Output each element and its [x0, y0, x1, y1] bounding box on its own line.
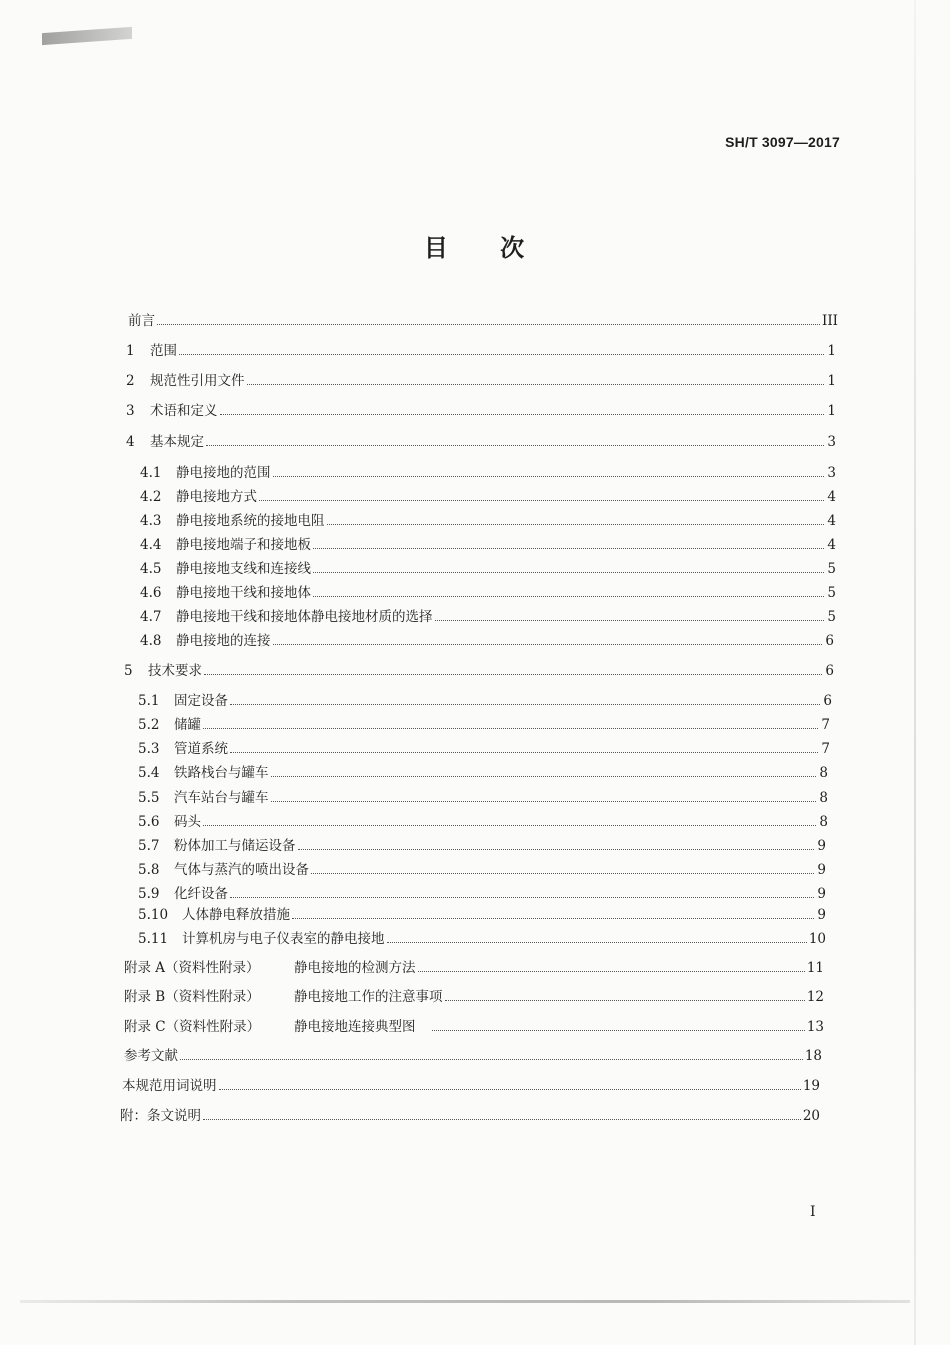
toc-entry-5-3[interactable]: [138, 740, 830, 758]
toc-page: 5: [827, 585, 836, 601]
toc-entry-5-1[interactable]: [138, 692, 832, 710]
toc-number: 5.6: [138, 814, 160, 830]
toc-label: 气体与蒸汽的喷出设备: [174, 862, 309, 878]
toc-number: 4.6: [140, 585, 162, 601]
toc-entry-4-2[interactable]: [140, 488, 836, 506]
toc-leader: [204, 674, 822, 675]
toc-label: 技术要求: [148, 663, 202, 679]
toc-label: 固定设备: [174, 693, 228, 709]
toc-leader: [311, 873, 814, 874]
toc-leader: [230, 897, 814, 898]
toc-page: 3: [827, 434, 836, 450]
toc-entry-4-6[interactable]: [140, 584, 836, 602]
toc-leader: [247, 384, 825, 385]
toc-number: 1: [126, 343, 135, 359]
toc-leader: [219, 1089, 801, 1090]
toc-leader: [203, 1119, 801, 1120]
toc-leader: [259, 500, 824, 501]
toc-label: 静电接地的检测方法: [294, 960, 416, 976]
toc-number: 5.3: [138, 741, 160, 757]
toc-label: 静电接地干线和接地体: [176, 585, 311, 601]
toc-page: 4: [827, 537, 836, 553]
toc-page: 4: [827, 489, 836, 505]
toc-entry-5-5[interactable]: [138, 789, 828, 807]
toc-page: 9: [817, 862, 826, 878]
toc-entry-references[interactable]: [124, 1047, 822, 1065]
toc-number: 5.8: [138, 862, 160, 878]
toc-label: 码头: [174, 814, 201, 830]
toc-page: 7: [821, 717, 830, 733]
toc-number: 4.3: [140, 513, 162, 529]
toc-entry-5-4[interactable]: [138, 764, 828, 782]
toc-leader: [203, 825, 816, 826]
toc-entry-5-8[interactable]: [138, 861, 826, 879]
toc-entry-5-6[interactable]: [138, 813, 828, 831]
toc-leader: [271, 776, 817, 777]
toc-page: 6: [823, 693, 832, 709]
toc-label: 附：条文说明: [120, 1108, 201, 1124]
toc-page: 6: [825, 663, 834, 679]
toc-label: 静电接地干线和接地体静电接地材质的选择: [176, 609, 433, 625]
toc-page: 9: [817, 838, 826, 854]
toc-number: 2: [126, 373, 135, 389]
toc-entry-ch5[interactable]: [124, 662, 834, 680]
toc-page: 9: [817, 886, 826, 902]
toc-leader: [271, 801, 817, 802]
toc-label: 静电接地支线和连接线: [176, 561, 311, 577]
toc-entry-terms[interactable]: [122, 1077, 820, 1095]
toc-number: 5.1: [138, 693, 160, 709]
toc-entry-5-2[interactable]: [138, 716, 830, 734]
toc-leader: [203, 728, 818, 729]
toc-entry-5-11[interactable]: [138, 930, 826, 948]
toc-number: 4.2: [140, 489, 162, 505]
toc-number: 5.5: [138, 790, 160, 806]
toc-number: 附录 A（资料性附录）: [124, 960, 260, 976]
toc-leader: [445, 1000, 805, 1001]
toc-page: 20: [802, 1108, 820, 1124]
toc-label: 管道系统: [174, 741, 228, 757]
standard-code: SH/T 3097—2017: [725, 134, 840, 150]
toc-number: 4.5: [140, 561, 162, 577]
toc-number: 4.4: [140, 537, 162, 553]
toc-leader: [298, 849, 815, 850]
toc-page: 7: [821, 741, 830, 757]
toc-label: 铁路栈台与罐车: [174, 765, 269, 781]
page-number: I: [810, 1204, 816, 1220]
toc-number: 5.7: [138, 838, 160, 854]
toc-label: 静电接地系统的接地电阻: [176, 513, 325, 529]
toc-page: 8: [819, 790, 828, 806]
toc-leader: [179, 354, 824, 355]
toc-entry-4-8[interactable]: [140, 632, 834, 650]
toc-number: 附录 B（资料性附录）: [124, 989, 260, 1005]
toc-page: 8: [819, 765, 828, 781]
toc-label: 汽车站台与罐车: [174, 790, 269, 806]
toc-entry-appendix-c[interactable]: [124, 1018, 824, 1036]
toc-entry-ch3[interactable]: [126, 402, 836, 420]
toc-label: 静电接地连接典型图: [294, 1019, 416, 1035]
toc-label: 静电接地工作的注意事项: [294, 989, 443, 1005]
toc-entry-4-1[interactable]: [140, 464, 836, 482]
toc-label: 人体静电释放措施: [182, 907, 290, 923]
toc-entry-explanation[interactable]: [120, 1107, 820, 1125]
toc-entry-foreword[interactable]: [128, 312, 838, 330]
toc-page: 1: [827, 403, 836, 419]
toc-leader: [230, 752, 818, 753]
toc-entry-appendix-b[interactable]: [124, 988, 824, 1006]
toc-leader: [418, 971, 805, 972]
toc-page: 6: [825, 633, 834, 649]
toc-page: 18: [804, 1048, 822, 1064]
toc-label: 静电接地的连接: [176, 633, 271, 649]
toc-page: 10: [808, 931, 826, 947]
toc-label: 储罐: [174, 717, 201, 733]
toc-label: 静电接地端子和接地板: [176, 537, 311, 553]
toc-number: 4.8: [140, 633, 162, 649]
toc-entry-ch4[interactable]: [126, 433, 836, 451]
toc-entry-4-4[interactable]: [140, 536, 836, 554]
toc-number: 5.11: [138, 931, 169, 947]
toc-label: 前言: [128, 313, 155, 329]
toc-entry-4-5[interactable]: [140, 560, 836, 578]
toc-label: 规范性引用文件: [150, 373, 245, 389]
toc-leader: [387, 942, 807, 943]
toc-page: 8: [819, 814, 828, 830]
toc-entry-ch1[interactable]: [126, 342, 836, 360]
toc-page: 1: [827, 373, 836, 389]
toc-leader: [313, 572, 824, 573]
toc-leader: [327, 524, 825, 525]
toc-label: 本规范用词说明: [122, 1078, 217, 1094]
toc-page: 1: [827, 343, 836, 359]
toc-page: 5: [827, 609, 836, 625]
toc-page: 19: [802, 1078, 820, 1094]
toc-label: 范围: [150, 343, 177, 359]
toc-page: III: [822, 313, 838, 329]
toc-leader: [273, 644, 823, 645]
toc-label: 参考文献: [124, 1048, 178, 1064]
toc-page: 13: [806, 1019, 824, 1035]
toc-entry-4-7[interactable]: [140, 608, 836, 626]
toc-page: 11: [806, 960, 824, 976]
toc-entry-ch2[interactable]: [126, 372, 836, 390]
toc-number: 5.2: [138, 717, 160, 733]
toc-number: 5.9: [138, 886, 160, 902]
toc-page: 12: [806, 989, 824, 1005]
toc-entry-5-10[interactable]: [138, 906, 826, 924]
toc-number: 4.7: [140, 609, 162, 625]
toc-label: 术语和定义: [150, 403, 218, 419]
toc-label: 粉体加工与储运设备: [174, 838, 296, 854]
toc-label: 基本规定: [150, 434, 204, 450]
toc-page: 5: [827, 561, 836, 577]
toc-leader: [157, 324, 820, 325]
toc-entry-appendix-a[interactable]: [124, 959, 824, 977]
toc-label: 静电接地方式: [176, 489, 257, 505]
toc-page: 4: [827, 513, 836, 529]
toc-entry-5-7[interactable]: [138, 837, 826, 855]
page-title: 目 次: [423, 234, 527, 262]
toc-page: 9: [817, 907, 826, 923]
toc-entry-4-3[interactable]: [140, 512, 836, 530]
toc-number: 5.10: [138, 907, 169, 923]
toc-leader: [230, 704, 820, 705]
toc-label: 静电接地的范围: [176, 465, 271, 481]
toc-entry-5-9[interactable]: [138, 885, 826, 903]
toc-number: 3: [126, 403, 135, 419]
toc-page: 3: [827, 465, 836, 481]
toc-leader: [292, 918, 814, 919]
toc-label: 计算机房与电子仪表室的静电接地: [182, 931, 385, 947]
toc-leader: [220, 414, 825, 415]
toc-leader: [273, 476, 825, 477]
toc-leader: [313, 596, 824, 597]
toc-number: 4.1: [140, 465, 162, 481]
toc-leader: [435, 620, 825, 621]
toc-leader: [180, 1059, 803, 1060]
toc-number: 5.4: [138, 765, 160, 781]
toc-number: 4: [126, 434, 135, 450]
toc-leader: [206, 445, 824, 446]
toc-leader: [313, 548, 824, 549]
toc-number: 附录 C（资料性附录）: [124, 1019, 261, 1035]
toc-leader: [432, 1030, 805, 1031]
toc-number: 5: [124, 663, 133, 679]
toc-label: 化纤设备: [174, 886, 228, 902]
